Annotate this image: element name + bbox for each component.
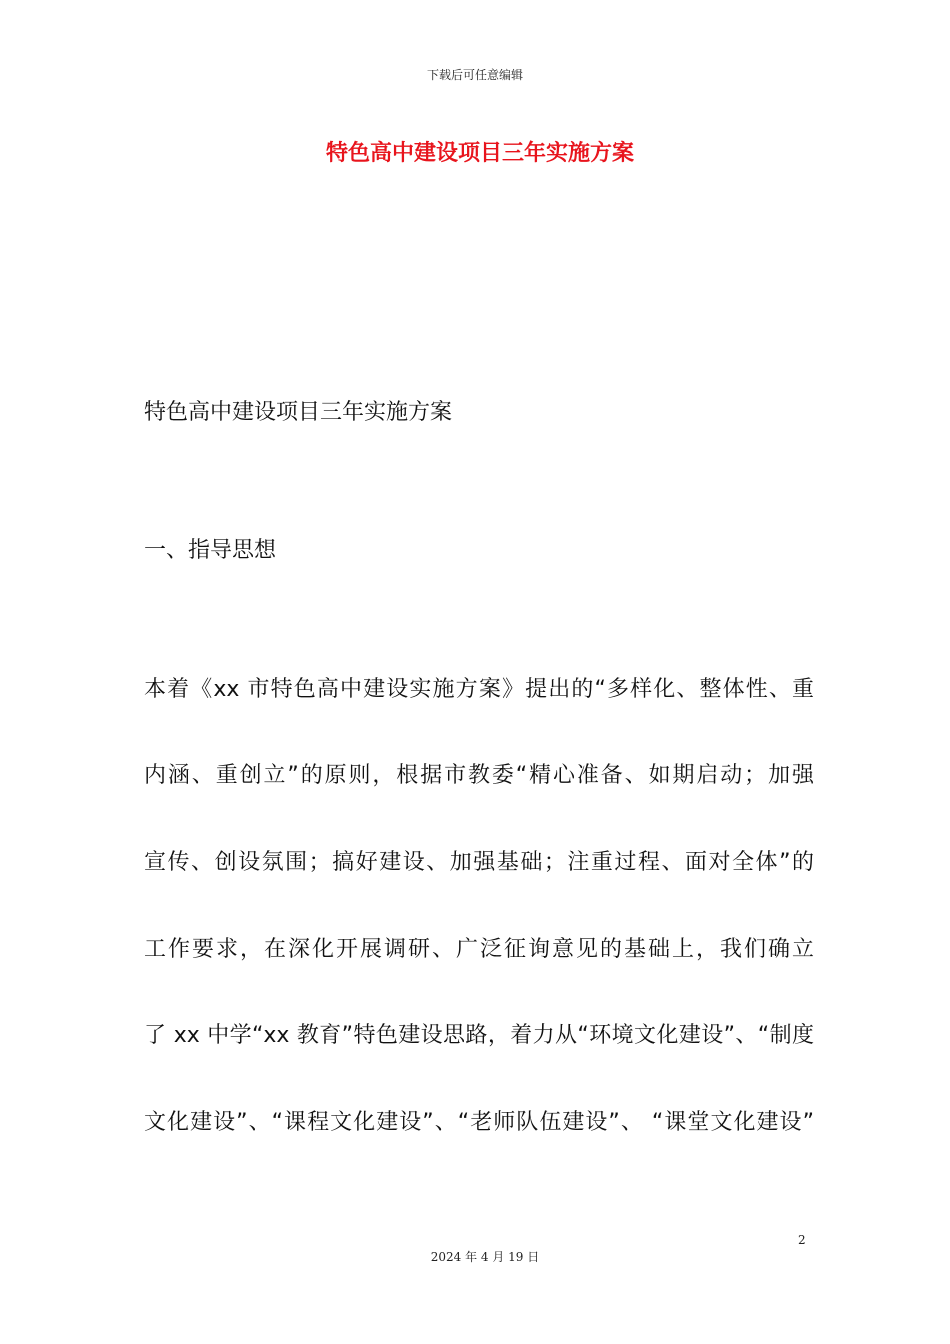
paragraph-line: 工作要求，在深化开展调研、广泛征询意见的基础上，我们确立 <box>144 937 814 962</box>
paragraph-line: 内涵、重创立”的原则，根据市教委“精心准备、如期启动；加强 <box>144 763 814 788</box>
paragraph-line: 文化建设”、“课程文化建设”、“老师队伍建设”、 “课堂文化建设” <box>144 1110 814 1135</box>
paragraph-line: 了 xx 中学“xx 教育”特色建设思路，着力从“环境文化建设”、“制度 <box>144 1023 814 1048</box>
section-heading: 一、指导思想 <box>144 538 277 563</box>
paragraph-line: 本着《xx 市特色高中建设实施方案》提出的“多样化、整体性、重 <box>144 677 814 702</box>
document-subtitle: 特色高中建设项目三年实施方案 <box>144 400 453 425</box>
footer-date: 2024 年 4 月 19 日 <box>430 1250 540 1264</box>
paragraph-line: 宣传、创设氛围；搞好建设、加强基础；注重过程、面对全体”的 <box>144 850 814 875</box>
document-title: 特色高中建设项目三年实施方案 <box>325 141 634 166</box>
page-number: 2 <box>798 1233 806 1247</box>
header-note: 下载后可任意编辑 <box>426 68 523 82</box>
